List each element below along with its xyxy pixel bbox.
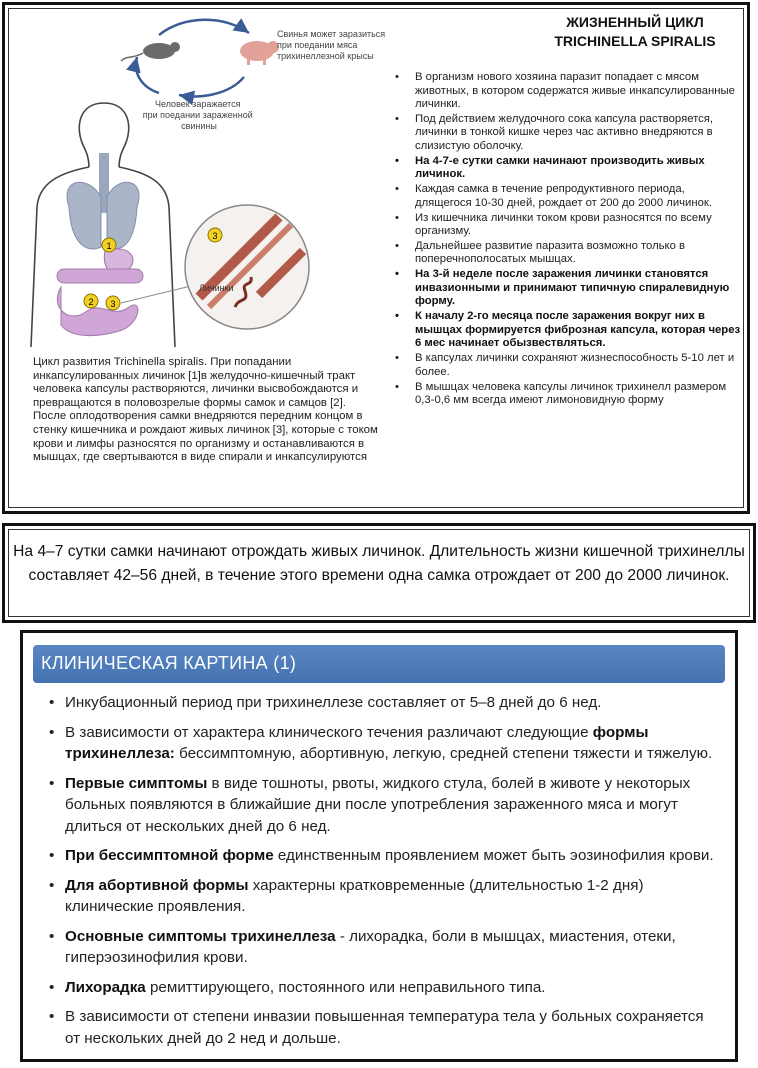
note-panel bbox=[2, 523, 756, 623]
rat-icon bbox=[121, 42, 180, 61]
lifecycle-panel bbox=[2, 2, 750, 514]
zoom-connector bbox=[121, 285, 195, 303]
list-item: • В мышцах человека капсулы личинок трихинелл размером 0,3-0,6 мм всегда имеют лимоновидную форму bbox=[395, 380, 727, 407]
svg-text:1: 1 bbox=[106, 241, 112, 251]
clinical-title: КЛИНИЧЕСКАЯ КАРТИНА (1) bbox=[41, 653, 297, 673]
larvae-label: Личинки bbox=[199, 283, 234, 293]
list-item: • Для абортивной формы характерны кратковременные (длительностью 1-2 дня) клинические проявления. bbox=[49, 876, 644, 915]
list-item: • Каждая самка в течение репродуктивного периода, длящегося 10-30 дней, рождает от 200 до 2000 личинок. bbox=[395, 183, 712, 209]
muscle-closeup bbox=[185, 205, 309, 329]
list-item: • На 4-7-е сутки самки начинают производить живых личинок. bbox=[395, 154, 705, 181]
list-item: • К началу 2-го месяца после заражения вокруг них в мышцах формируется фиброзная капсула, которая через 6 мес начинает обызвествляться. bbox=[395, 310, 741, 350]
list-item: • В капсулах личинки сохраняют жизнеспособность 5-10 лет и более. bbox=[395, 352, 735, 378]
pig-icon bbox=[240, 41, 279, 65]
list-item: • Основные симптомы трихинеллеза - лихорадка, боли в мышцах, миастения, отеки, гиперэозинофилия крови. bbox=[49, 927, 676, 966]
list-item: • Инкубационный период при трихинеллезе составляет от 5–8 дней до 6 нед. bbox=[49, 694, 602, 711]
marker-3 bbox=[106, 296, 120, 310]
list-item: • В зависимости от степени инвазии повышенная температура тела у больных сохраняется от нескольких дней до 2 нед и дольше. bbox=[49, 1008, 704, 1047]
svg-text:2: 2 bbox=[88, 297, 94, 307]
cycle-arrow-right bbox=[179, 77, 244, 96]
lifecycle-title: ЖИЗНЕННЫЙ ЦИКЛ TRICHINELLA SPIRALIS bbox=[554, 14, 716, 49]
svg-text:3: 3 bbox=[212, 231, 218, 241]
human-label: Человек заражается при поедании зараженной свинины bbox=[142, 99, 253, 131]
lifecycle-diagram bbox=[9, 7, 389, 357]
list-item: • Дальнейшее развитие паразита возможно только в поперечнополосатых мышцах. bbox=[395, 239, 686, 266]
list-item: • При бессимптомной форме единственным проявлением может быть эозинофилия крови. bbox=[49, 847, 714, 864]
list-item: • В зависимости от характера клинического течения различают следующие формы трихинеллеза: бессимптомную, абортивную, легкую, средней степени тяжести и тяжелую. bbox=[49, 723, 713, 762]
list-item: • Первые симптомы в виде тошноты, рвоты, жидкого стула, болей в животе у некоторых больных появляются в ближайшие дни после употребления зараженного мяса и могут длиться от нескольких дней до 6 нед. bbox=[49, 774, 691, 835]
list-item: • Под действием желудочного сока капсула растворяется, личинки в тонкой кишке через час активно внедряются в слизистую оболочку. bbox=[395, 112, 714, 152]
marker-1 bbox=[102, 238, 116, 252]
caption-paragraph: Цикл развития Trichinella spiralis. При попадании инкапсулированных личинок [1]в желудочно-кишечный тракт человека капсулы растворяются, личинки высвобождаются и превращаются в половозрелые формы самок и самцов [2]. bbox=[33, 356, 359, 409]
clinical-bullet-list bbox=[49, 692, 719, 1057]
lifecycle-bullet-list bbox=[391, 71, 743, 409]
list-item: • В организм нового хозяина паразит попадает с мясом животных, в котором содержатся живые инкапсулированные личинки. bbox=[395, 71, 735, 110]
pig-label: Свинья может заразиться при поедании мяса трихинеллезной крысы bbox=[277, 29, 386, 61]
svg-text:3: 3 bbox=[110, 299, 116, 309]
cycle-arrow-left bbox=[136, 57, 159, 93]
caption-paragraph: После оплодотворения самки внедряются передним концом в стенку кишечника и рождают живых личинок [3], которые с током крови и лимфы разносятся по организму и останавливаются в мышцах, где свертываются в виде спирали и инкапсулируются bbox=[33, 410, 378, 464]
lifecycle-caption bbox=[33, 356, 383, 465]
note-text: На 4–7 сутки самки начинают отрождать живых личинок. Длительность жизни кишечной трихинеллы составляет 42–56 дней, в течение этого времени одна самка отрождает от 200 до 2000 личинок. bbox=[13, 543, 745, 584]
clinical-header-bar bbox=[33, 645, 725, 683]
cycle-arrow-top bbox=[159, 20, 249, 35]
list-item: • Лихорадка ремиттирующего, постоянного или неправильного типа. bbox=[49, 978, 546, 996]
marker-2 bbox=[84, 294, 98, 308]
clinical-panel bbox=[20, 630, 738, 1062]
list-item: • Из кишечника личинки током крови разносятся по всему организму. bbox=[395, 211, 712, 238]
intestines bbox=[57, 269, 143, 336]
list-item: • На 3-й неделе после заражения личинки становятся инвазионными и принимают типичную спиралевидную форму. bbox=[395, 268, 730, 308]
